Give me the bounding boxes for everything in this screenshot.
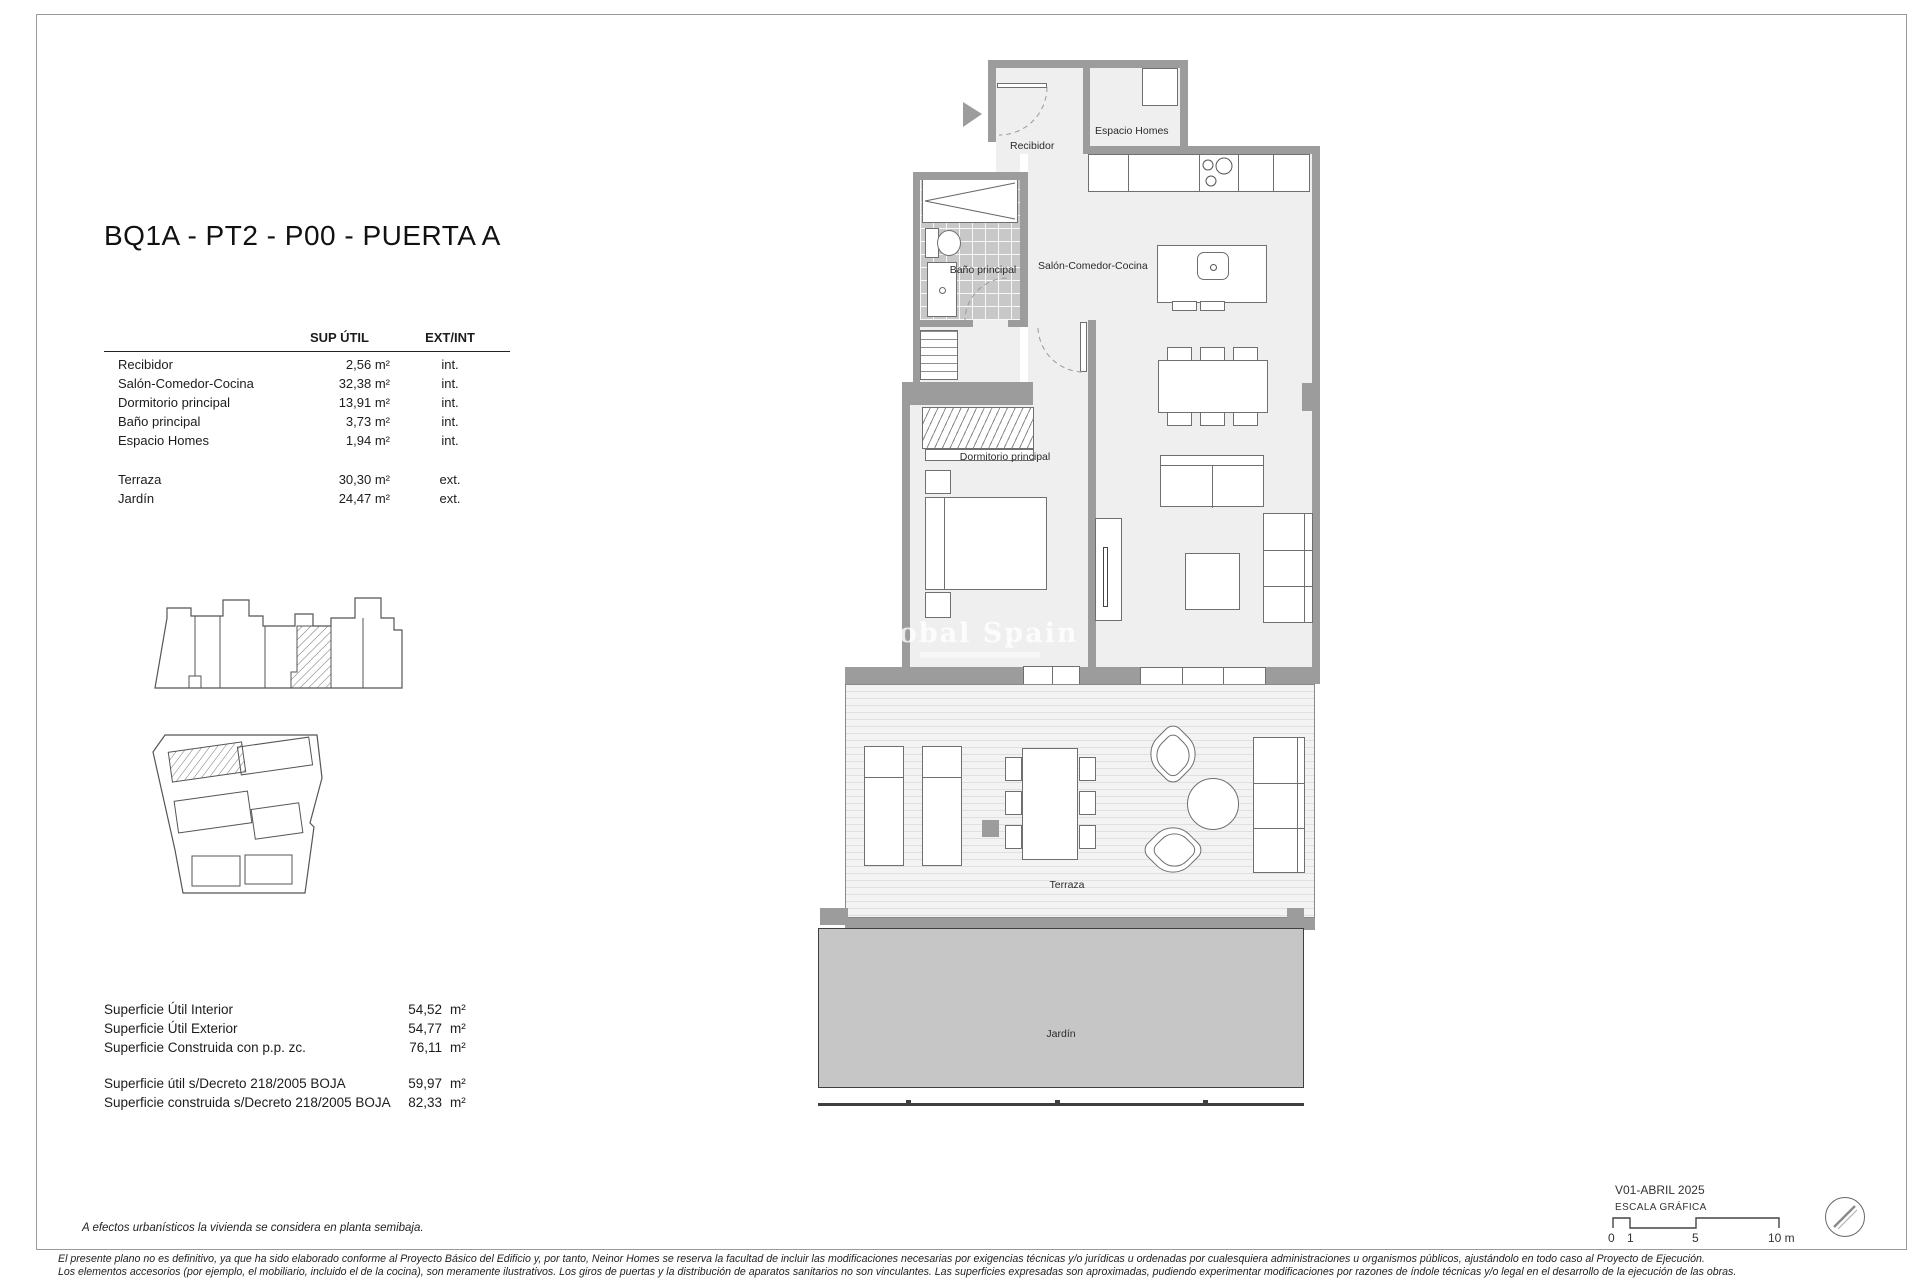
dining-table xyxy=(1158,360,1268,413)
wall-segment xyxy=(902,382,1033,405)
cooktop-icon xyxy=(1198,154,1238,192)
scale-tick-0: 0 xyxy=(1608,1231,1615,1245)
scale-title: ESCALA GRÁFICA xyxy=(1615,1202,1707,1213)
room-label-terraza: Terraza xyxy=(1049,879,1085,891)
wall-segment xyxy=(913,327,920,382)
graphic-scale-bar xyxy=(1612,1215,1782,1230)
summary-unit: m² xyxy=(450,1021,466,1036)
room-label-bano: Baño principal xyxy=(949,264,1017,276)
scale-tick-1: 1 xyxy=(1627,1231,1634,1245)
fence-post xyxy=(906,1100,911,1105)
north-arrow-icon xyxy=(1825,1197,1865,1237)
summary-label: Superficie Útil Interior xyxy=(104,1002,234,1017)
summary-value: 54,52 xyxy=(408,1002,442,1017)
room-type: ext. xyxy=(439,491,461,506)
chaise-sofa xyxy=(1263,513,1313,623)
wall-segment xyxy=(1180,60,1188,154)
room-area: 13,91 m² xyxy=(338,395,390,410)
entry-door-swing xyxy=(997,85,1051,139)
summary-row xyxy=(104,1000,472,1019)
room-label-salon: Salón-Comedor-Cocina xyxy=(1038,260,1148,272)
nightstand xyxy=(925,470,951,494)
sofa xyxy=(1160,455,1264,507)
dining-chair xyxy=(1233,347,1258,361)
scale-tick-5: 5 xyxy=(1692,1231,1699,1245)
urban-footnote: A efectos urbanísticos la vivienda se considera en planta semibaja. xyxy=(82,1222,424,1234)
summary-value: 76,11 xyxy=(409,1040,442,1055)
room-name: Terraza xyxy=(118,472,162,487)
espacio-homes-unit xyxy=(1142,68,1178,106)
site-plot-key-plan xyxy=(148,726,328,898)
room-area: 32,38 m² xyxy=(338,376,390,391)
header-ext-int: EXT/INT xyxy=(425,330,475,345)
sink-drain-dot xyxy=(939,287,946,294)
coffee-table xyxy=(1185,553,1240,610)
bar-stool xyxy=(1200,301,1225,311)
terrace-chair xyxy=(1079,825,1096,849)
daybed xyxy=(1253,737,1305,873)
room-label-jardin: Jardín xyxy=(1046,1028,1076,1040)
wall-segment xyxy=(988,68,996,142)
areas-table-header xyxy=(104,330,514,349)
terrace-chair xyxy=(1005,791,1022,815)
room-area: 2,56 m² xyxy=(345,357,390,372)
summary-unit: m² xyxy=(450,1040,466,1055)
summary-gap xyxy=(104,1057,472,1074)
table-spacer xyxy=(104,450,514,470)
room-area: 3,73 m² xyxy=(345,414,390,429)
room-type: ext. xyxy=(439,472,461,487)
fence-post xyxy=(1055,1100,1060,1105)
room-name: Espacio Homes xyxy=(118,433,210,448)
dining-chair xyxy=(1200,412,1225,426)
room-name: Salón-Comedor-Cocina xyxy=(118,376,254,391)
terrace-chair xyxy=(1079,757,1096,781)
room-type: int. xyxy=(441,433,459,448)
toilet-bowl xyxy=(937,230,961,256)
shower-tray xyxy=(922,178,1018,223)
terrace-table xyxy=(1022,748,1078,860)
table-row xyxy=(104,489,514,508)
scale-tick-10: 10 m xyxy=(1768,1231,1795,1245)
room-type: int. xyxy=(441,376,459,391)
room-type: int. xyxy=(441,414,459,429)
wall-segment xyxy=(913,172,1028,180)
summary-unit: m² xyxy=(450,1002,466,1017)
hall-wardrobe xyxy=(920,330,958,380)
bar-stool xyxy=(1172,301,1197,311)
room-type: int. xyxy=(441,357,459,372)
table-rule xyxy=(104,351,510,352)
summary-row xyxy=(104,1019,472,1038)
table-row xyxy=(104,470,514,489)
watermark-subline xyxy=(920,652,1040,658)
garden-fence-line xyxy=(818,1103,1304,1106)
summary-row xyxy=(104,1038,472,1057)
sliding-door xyxy=(1140,667,1266,685)
header-room-col xyxy=(104,330,289,349)
sliding-door xyxy=(1023,666,1080,685)
room-area: 1,94 m² xyxy=(345,433,390,448)
version-label: V01-ABRIL 2025 xyxy=(1615,1183,1705,1197)
terrace-chair xyxy=(1005,757,1022,781)
summary-value: 54,77 xyxy=(408,1021,442,1036)
room-name: Jardín xyxy=(118,491,155,506)
summary-row xyxy=(104,1074,472,1093)
sun-lounger xyxy=(922,746,962,866)
sun-lounger xyxy=(864,746,904,866)
side-table xyxy=(982,820,999,837)
summary-label: Superficie construida s/Decreto 218/2005 BOJA xyxy=(104,1095,391,1110)
wall-segment xyxy=(1083,60,1188,68)
entrance-arrow-icon xyxy=(963,102,983,128)
summary-label: Superficie Útil Exterior xyxy=(104,1021,238,1036)
summary-row xyxy=(104,1093,472,1112)
summary-unit: m² xyxy=(450,1095,466,1110)
bathroom-door-swing xyxy=(960,275,1012,327)
room-area: 30,30 m² xyxy=(338,472,390,487)
wall-segment xyxy=(820,908,848,925)
room-area: 24,47 m² xyxy=(338,491,390,506)
room-label-recibidor: Recibidor xyxy=(1010,140,1055,152)
room-type: int. xyxy=(441,395,459,410)
disclaimer-line-2: Los elementos accesorios (por ejemplo, el mobiliario, incluido el de la cocina), son meramente ilustrativos. Los giros de puertas y la distribución de aparatos sanitarios no son vinculantes. Las superficies expresadas son aproximadas, pudiendo experimentar modificaciones por razones de índole técnicas y/o legal en el desarrollo de la ejecución de las obras. xyxy=(58,1266,1737,1278)
dining-chair xyxy=(1200,347,1225,361)
dining-chair xyxy=(1167,412,1192,426)
fence-post xyxy=(1203,1100,1208,1105)
wall-segment xyxy=(1083,146,1188,154)
surface-summary xyxy=(104,1000,472,1112)
bedroom-door-swing xyxy=(1036,324,1086,374)
bed xyxy=(925,497,1047,590)
floor-plan xyxy=(810,40,1330,1120)
wall-pillar xyxy=(1302,383,1320,411)
room-label-dormitorio: Dormitorio principal xyxy=(959,451,1051,463)
dining-chair xyxy=(1167,347,1192,361)
plan-title: BQ1A - PT2 - P00 - PUERTA A xyxy=(104,220,501,251)
building-key-elevation xyxy=(145,588,410,693)
wall-segment xyxy=(1020,172,1028,327)
summary-label: Superficie útil s/Decreto 218/2005 BOJA xyxy=(104,1076,346,1091)
terrace-chair xyxy=(1079,791,1096,815)
agency-watermark: Global Spain xyxy=(861,618,1079,649)
summary-unit: m² xyxy=(450,1076,466,1091)
dining-chair xyxy=(1233,412,1258,426)
tv-screen xyxy=(1103,547,1108,607)
summary-label: Superficie Construida con p.p. zc. xyxy=(104,1040,306,1055)
bedroom-closet xyxy=(922,407,1034,449)
room-name: Dormitorio principal xyxy=(118,395,230,410)
table-row xyxy=(104,355,514,374)
summary-value: 82,33 xyxy=(408,1095,442,1110)
tv-unit xyxy=(1095,518,1122,621)
table-row xyxy=(104,393,514,412)
header-sup-util: SUP ÚTIL xyxy=(310,330,369,345)
terrace-chair xyxy=(1005,825,1022,849)
wall-segment xyxy=(1083,68,1090,154)
room-label-espacio-homes: Espacio Homes xyxy=(1095,125,1169,137)
legal-disclaimer xyxy=(58,1253,1736,1279)
summary-value: 59,97 xyxy=(408,1076,442,1091)
areas-table xyxy=(104,330,514,508)
table-row xyxy=(104,412,514,431)
garden-area xyxy=(818,928,1304,1088)
island-sink-drain xyxy=(1210,264,1217,271)
wall-segment xyxy=(988,60,1088,68)
round-table xyxy=(1187,778,1239,830)
wall-segment xyxy=(913,180,920,327)
room-name: Baño principal xyxy=(118,414,201,429)
wall-segment xyxy=(1188,146,1320,154)
wall-segment xyxy=(1312,154,1320,668)
nightstand xyxy=(925,592,951,618)
table-row xyxy=(104,431,514,450)
room-name: Recibidor xyxy=(118,357,173,372)
disclaimer-line-1: El presente plano no es definitivo, ya que ha sido elaborado conforme al Proyecto Básico del Edificio y, por tanto, Neinor Homes se reserva la facultad de incluir las modificaciones necesarias por exigencias técnicas y/o jurídicas u ordenadas por cualesquiera administraciones u organismos públicos, ajustándolo en todo caso al Proyecto de Ejecución. xyxy=(58,1253,1705,1265)
table-row xyxy=(104,374,514,393)
